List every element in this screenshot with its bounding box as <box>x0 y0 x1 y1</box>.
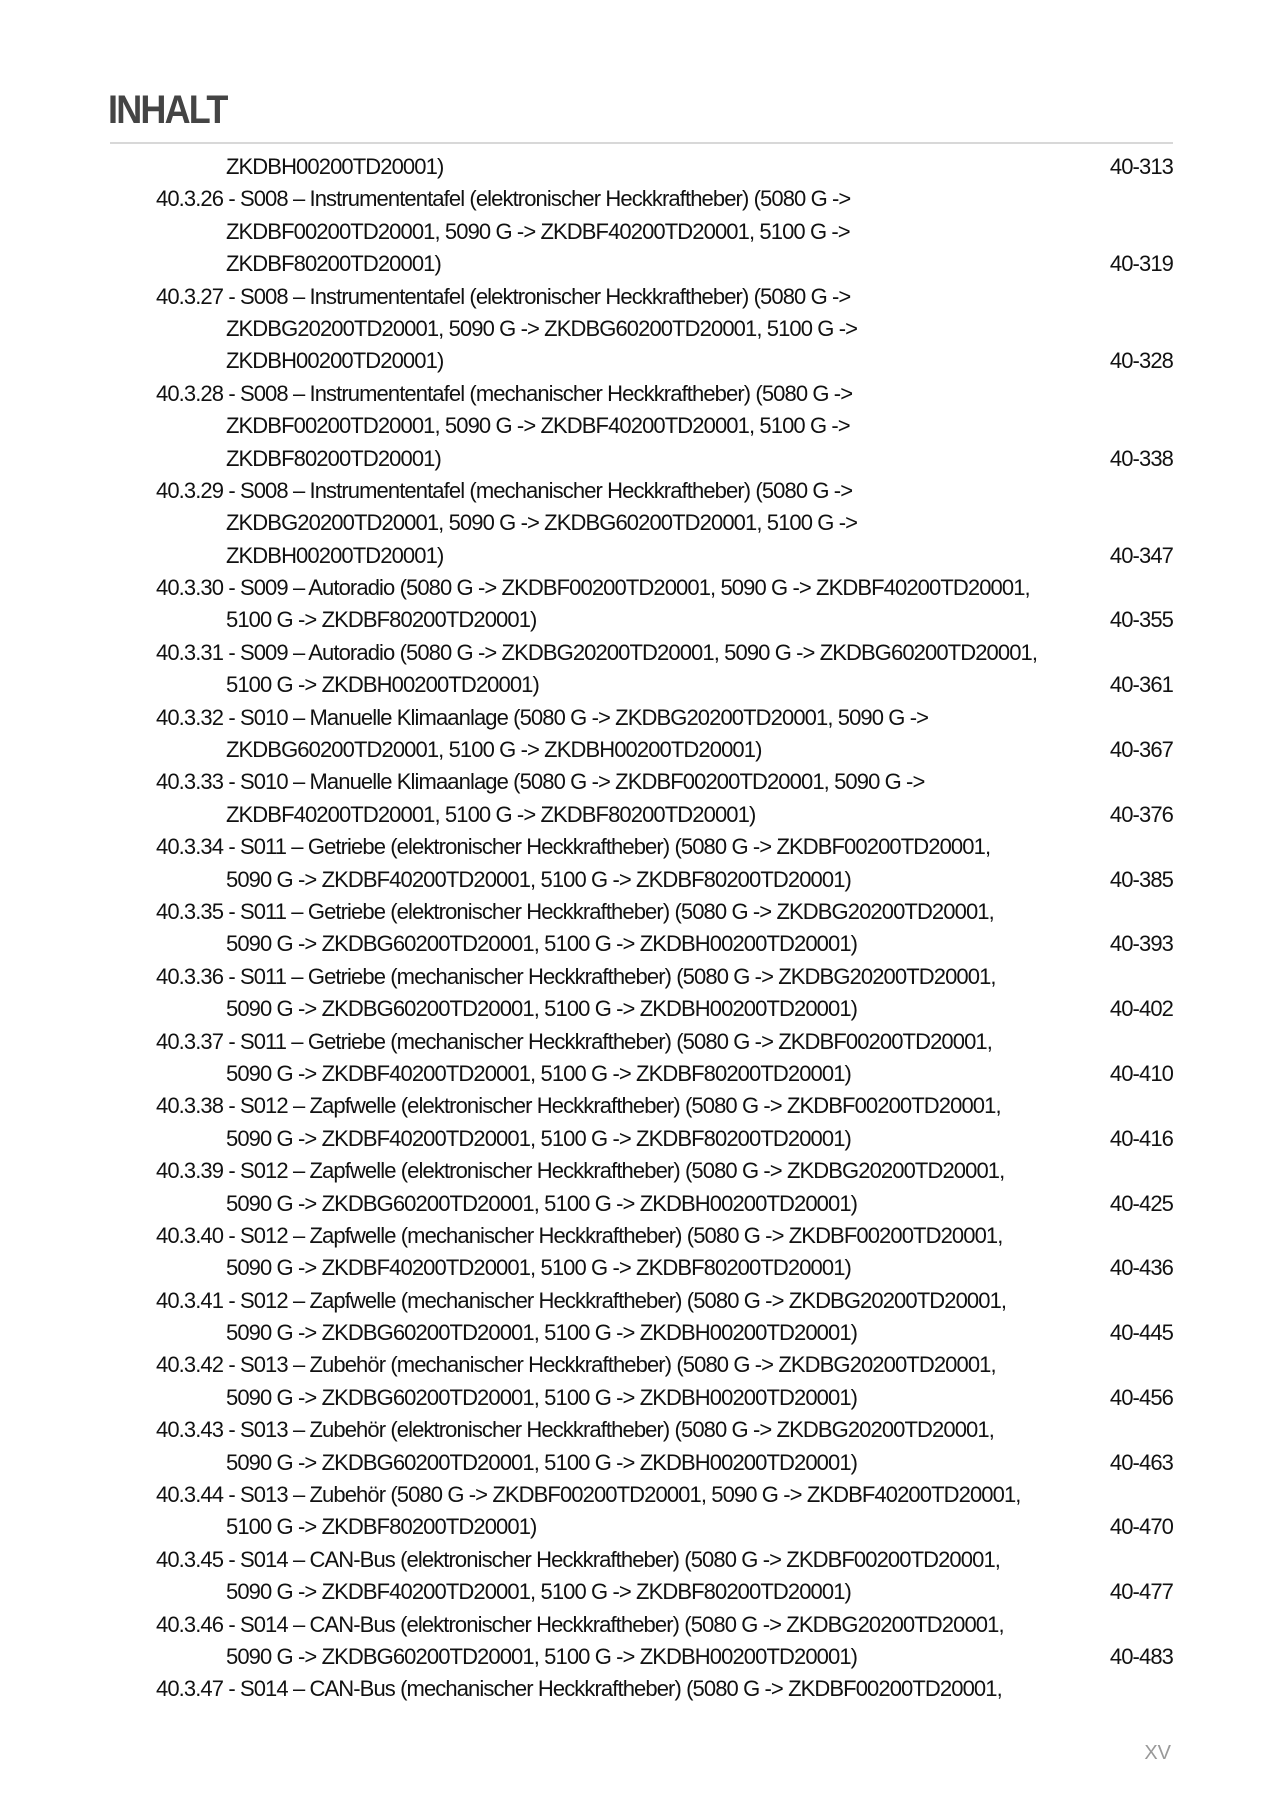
toc-page-ref[interactable]: 40-436 <box>1109 1255 1173 1281</box>
toc-entry-text: 5090 G -> ZKDBF40200TD20001, 5100 G -> ZKDBF80200TD20001) <box>226 1579 851 1605</box>
toc-entry-line <box>0 572 1273 604</box>
toc-entry-text: 40.3.40 - S012 – Zapfwelle (mechanischer Heckkraftheber) (5080 G -> ZKDBF00200TD20001, <box>156 1222 1003 1248</box>
toc-entry-line <box>0 1155 1273 1187</box>
toc-entry[interactable] <box>0 1090 1273 1155</box>
toc-entry-line <box>0 734 1273 766</box>
toc-entry-line <box>0 1511 1273 1543</box>
toc-entry-text: 40.3.28 - S008 – Instrumententafel (mechanischer Heckkraftheber) (5080 G -> <box>156 380 853 406</box>
toc-entry[interactable] <box>0 1155 1273 1220</box>
toc-page-ref[interactable]: 40-393 <box>1109 931 1173 957</box>
toc-entry-line <box>0 1414 1273 1446</box>
toc-entry-text: 40.3.29 - S008 – Instrumententafel (mechanischer Heckkraftheber) (5080 G -> <box>156 477 853 503</box>
toc-entry-line <box>0 1641 1273 1673</box>
toc-entry-line <box>0 443 1273 475</box>
toc-entry-text: 5090 G -> ZKDBG60200TD20001, 5100 G -> ZKDBH00200TD20001) <box>226 1320 858 1346</box>
toc-entry-text: 40.3.43 - S013 – Zubehör (elektronischer Heckkraftheber) (5080 G -> ZKDBG20200TD20001, <box>156 1417 994 1443</box>
toc-page-ref[interactable]: 40-425 <box>1109 1190 1173 1216</box>
toc-entry-line <box>0 928 1273 960</box>
toc-entry[interactable] <box>0 1479 1273 1544</box>
toc-entry-text: ZKDBG20200TD20001, 5090 G -> ZKDBG60200TD20001, 5100 G -> <box>226 315 858 341</box>
toc-entry[interactable] <box>0 475 1273 572</box>
toc-entry-line <box>0 1026 1273 1058</box>
toc-entry-text: 40.3.32 - S010 – Manuelle Klimaanlage (5080 G -> ZKDBG20200TD20001, 5090 G -> <box>156 704 929 730</box>
toc-page-ref[interactable]: 40-385 <box>1109 866 1173 892</box>
toc-entry[interactable] <box>0 281 1273 378</box>
toc-entry[interactable] <box>0 151 1273 183</box>
toc-entry-line <box>0 831 1273 863</box>
toc-entry-text: 5100 G -> ZKDBF80200TD20001) <box>226 1514 537 1540</box>
toc-entry-text: ZKDBG60200TD20001, 5100 G -> ZKDBH00200TD20001) <box>226 737 762 763</box>
toc-entry[interactable] <box>0 637 1273 702</box>
toc-entry-text: ZKDBF00200TD20001, 5090 G -> ZKDBF40200TD20001, 5100 G -> <box>226 218 850 244</box>
toc-page-ref[interactable]: 40-416 <box>1109 1125 1173 1151</box>
toc-page-ref[interactable]: 40-477 <box>1109 1579 1173 1605</box>
toc-entry-line <box>0 1447 1273 1479</box>
toc-page-ref[interactable]: 40-361 <box>1109 672 1173 698</box>
toc-page-ref[interactable]: 40-347 <box>1109 542 1173 568</box>
toc-page-ref[interactable]: 40-470 <box>1109 1514 1173 1540</box>
toc-entry-line <box>0 669 1273 701</box>
toc-entry-line <box>0 896 1273 928</box>
toc-entry-text: 40.3.47 - S014 – CAN-Bus (mechanischer Heckkraftheber) (5080 G -> ZKDBF00200TD20001, <box>156 1676 1002 1702</box>
toc-entry-text: ZKDBF80200TD20001) <box>226 251 441 277</box>
toc-entry-text: 40.3.46 - S014 – CAN-Bus (elektronischer Heckkraftheber) (5080 G -> ZKDBG20200TD20001, <box>156 1611 1004 1637</box>
toc-entry-line <box>0 1220 1273 1252</box>
toc-entry-text: 5100 G -> ZKDBF80200TD20001) <box>226 607 537 633</box>
toc-entry-text: 40.3.26 - S008 – Instrumententafel (elektronischer Heckkraftheber) (5080 G -> <box>156 186 851 212</box>
toc-page-ref[interactable]: 40-319 <box>1109 251 1173 277</box>
toc-entry-text: 40.3.38 - S012 – Zapfwelle (elektronischer Heckkraftheber) (5080 G -> ZKDBF00200TD20001, <box>156 1093 1001 1119</box>
toc-entry-text: 40.3.36 - S011 – Getriebe (mechanischer Heckkraftheber) (5080 G -> ZKDBG20200TD20001, <box>156 963 996 989</box>
toc-entry[interactable] <box>0 1285 1273 1350</box>
toc-entry-text: 40.3.35 - S011 – Getriebe (elektronischer Heckkraftheber) (5080 G -> ZKDBG20200TD20001, <box>156 898 994 924</box>
toc-entry-text: 40.3.45 - S014 – CAN-Bus (elektronischer Heckkraftheber) (5080 G -> ZKDBF00200TD20001, <box>156 1546 1000 1572</box>
toc-entry-line <box>0 248 1273 280</box>
toc-entry[interactable] <box>0 1414 1273 1479</box>
toc-entry-text: 5090 G -> ZKDBF40200TD20001, 5100 G -> ZKDBF80200TD20001) <box>226 1255 851 1281</box>
toc-entry-text: ZKDBF80200TD20001) <box>226 445 441 471</box>
toc-page-ref[interactable]: 40-483 <box>1109 1643 1173 1669</box>
toc-entry-line <box>0 1609 1273 1641</box>
toc-entry[interactable] <box>0 1349 1273 1414</box>
toc-entry[interactable] <box>0 1609 1273 1674</box>
toc-entry-line <box>0 183 1273 215</box>
toc-page-ref[interactable]: 40-355 <box>1109 607 1173 633</box>
toc-entry-text: 5090 G -> ZKDBF40200TD20001, 5100 G -> ZKDBF80200TD20001) <box>226 1125 851 1151</box>
toc-entry-line <box>0 1479 1273 1511</box>
toc-entry-line <box>0 475 1273 507</box>
toc-entry-text: 5090 G -> ZKDBF40200TD20001, 5100 G -> ZKDBF80200TD20001) <box>226 1060 851 1086</box>
toc-entry-text: 40.3.30 - S009 – Autoradio (5080 G -> ZKDBF00200TD20001, 5090 G -> ZKDBF40200TD20001, <box>156 575 1030 601</box>
toc-entry-line <box>0 961 1273 993</box>
toc-entry[interactable] <box>0 1673 1273 1705</box>
toc-entry[interactable] <box>0 766 1273 831</box>
toc-page-ref[interactable]: 40-313 <box>1109 154 1173 179</box>
toc-entry-line <box>0 1252 1273 1284</box>
toc-entry[interactable] <box>0 1026 1273 1091</box>
toc-entry-line <box>0 637 1273 669</box>
toc-entry-line <box>0 151 1273 183</box>
toc-entry-text: ZKDBH00200TD20001) <box>226 154 444 179</box>
toc-page-ref[interactable]: 40-338 <box>1109 445 1173 471</box>
toc-entry-line <box>0 993 1273 1025</box>
toc-entry-line <box>0 378 1273 410</box>
toc-entry-line <box>0 766 1273 798</box>
toc-entry-text: 5090 G -> ZKDBG60200TD20001, 5100 G -> ZKDBH00200TD20001) <box>226 996 858 1022</box>
toc-entry-line <box>0 410 1273 442</box>
toc-entry-line <box>0 1188 1273 1220</box>
toc-entry[interactable] <box>0 702 1273 767</box>
toc-page-ref[interactable]: 40-410 <box>1109 1060 1173 1086</box>
toc-entry-line <box>0 507 1273 539</box>
toc-entry[interactable] <box>0 961 1273 1026</box>
toc-entry-text: 40.3.34 - S011 – Getriebe (elektronischer Heckkraftheber) (5080 G -> ZKDBF00200TD20001, <box>156 834 991 860</box>
toc-entry[interactable] <box>0 572 1273 637</box>
toc-entry-line <box>0 1576 1273 1608</box>
toc-entry-text: ZKDBH00200TD20001) <box>226 542 444 568</box>
toc-entry-text: 5100 G -> ZKDBH00200TD20001) <box>226 672 539 698</box>
toc-entry-text: 5090 G -> ZKDBG60200TD20001, 5100 G -> ZKDBH00200TD20001) <box>226 1190 858 1216</box>
toc-entry-line <box>0 216 1273 248</box>
toc-page-ref[interactable]: 40-376 <box>1109 801 1173 827</box>
toc-entry-line <box>0 1090 1273 1122</box>
toc-entry-line <box>0 1123 1273 1155</box>
toc-entry-text: 5090 G -> ZKDBG60200TD20001, 5100 G -> ZKDBH00200TD20001) <box>226 1449 858 1475</box>
toc-entry-line <box>0 864 1273 896</box>
toc-entry-line <box>0 540 1273 572</box>
toc-entry-line <box>0 702 1273 734</box>
toc-entry-line <box>0 345 1273 377</box>
toc-entry-text: ZKDBF00200TD20001, 5090 G -> ZKDBF40200TD20001, 5100 G -> <box>226 413 850 439</box>
toc-entry[interactable] <box>0 378 1273 475</box>
toc-entry-line <box>0 1673 1273 1705</box>
toc-entry-text: 40.3.42 - S013 – Zubehör (mechanischer Heckkraftheber) (5080 G -> ZKDBG20200TD20001, <box>156 1352 996 1378</box>
toc-entry-line <box>0 799 1273 831</box>
toc-entry[interactable] <box>0 183 1273 280</box>
toc-entry-line <box>0 1285 1273 1317</box>
toc-entry[interactable] <box>0 831 1273 896</box>
toc-entry-line <box>0 1382 1273 1414</box>
toc-entry-text: ZKDBF40200TD20001, 5100 G -> ZKDBF80200TD20001) <box>226 801 756 827</box>
page-title: INHALT <box>108 88 227 132</box>
toc-page-ref[interactable]: 40-463 <box>1109 1449 1173 1475</box>
toc-entry-line <box>0 1544 1273 1576</box>
toc-entry-text: ZKDBH00200TD20001) <box>226 348 444 374</box>
toc-entry-text: ZKDBG20200TD20001, 5090 G -> ZKDBG60200TD20001, 5100 G -> <box>226 510 858 536</box>
title-divider <box>110 142 1173 144</box>
toc-entry-text: 5090 G -> ZKDBG60200TD20001, 5100 G -> ZKDBH00200TD20001) <box>226 1384 858 1410</box>
toc-entry[interactable] <box>0 1220 1273 1285</box>
toc-entry-text: 5090 G -> ZKDBF40200TD20001, 5100 G -> ZKDBF80200TD20001) <box>226 866 851 892</box>
toc-page-ref[interactable]: 40-445 <box>1109 1320 1173 1346</box>
toc-entry[interactable] <box>0 1544 1273 1609</box>
toc-entry-line <box>0 313 1273 345</box>
toc-entry-line <box>0 604 1273 636</box>
toc-entry-line <box>0 1317 1273 1349</box>
toc-entry-text: 40.3.39 - S012 – Zapfwelle (elektronischer Heckkraftheber) (5080 G -> ZKDBG20200TD20001, <box>156 1158 1005 1184</box>
toc-entry[interactable] <box>0 896 1273 961</box>
toc-entry-text: 40.3.41 - S012 – Zapfwelle (mechanischer Heckkraftheber) (5080 G -> ZKDBG20200TD20001, <box>156 1287 1007 1313</box>
toc-entry-text: 40.3.33 - S010 – Manuelle Klimaanlage (5080 G -> ZKDBF00200TD20001, 5090 G -> <box>156 769 925 795</box>
toc-entry-text: 40.3.31 - S009 – Autoradio (5080 G -> ZKDBG20200TD20001, 5090 G -> ZKDBG60200TD20001, <box>156 639 1038 665</box>
toc-entry-line <box>0 1058 1273 1090</box>
toc-entry-line <box>0 281 1273 313</box>
toc-entry-text: 5090 G -> ZKDBG60200TD20001, 5100 G -> ZKDBH00200TD20001) <box>226 1643 858 1669</box>
toc-entry-text: 5090 G -> ZKDBG60200TD20001, 5100 G -> ZKDBH00200TD20001) <box>226 931 858 957</box>
page-number: XV <box>1144 1742 1171 1764</box>
toc-entry-line <box>0 1349 1273 1381</box>
toc-page-ref[interactable]: 40-367 <box>1109 737 1173 763</box>
toc-page-ref[interactable]: 40-456 <box>1109 1384 1173 1410</box>
toc-page-ref[interactable]: 40-402 <box>1109 996 1173 1022</box>
toc-entry-text: 40.3.44 - S013 – Zubehör (5080 G -> ZKDBF00200TD20001, 5090 G -> ZKDBF40200TD20001, <box>156 1482 1021 1508</box>
toc-entry-text: 40.3.37 - S011 – Getriebe (mechanischer Heckkraftheber) (5080 G -> ZKDBF00200TD20001, <box>156 1028 992 1054</box>
table-of-contents <box>0 151 1273 1706</box>
toc-page-ref[interactable]: 40-328 <box>1109 348 1173 374</box>
toc-entry-text: 40.3.27 - S008 – Instrumententafel (elektronischer Heckkraftheber) (5080 G -> <box>156 283 851 309</box>
